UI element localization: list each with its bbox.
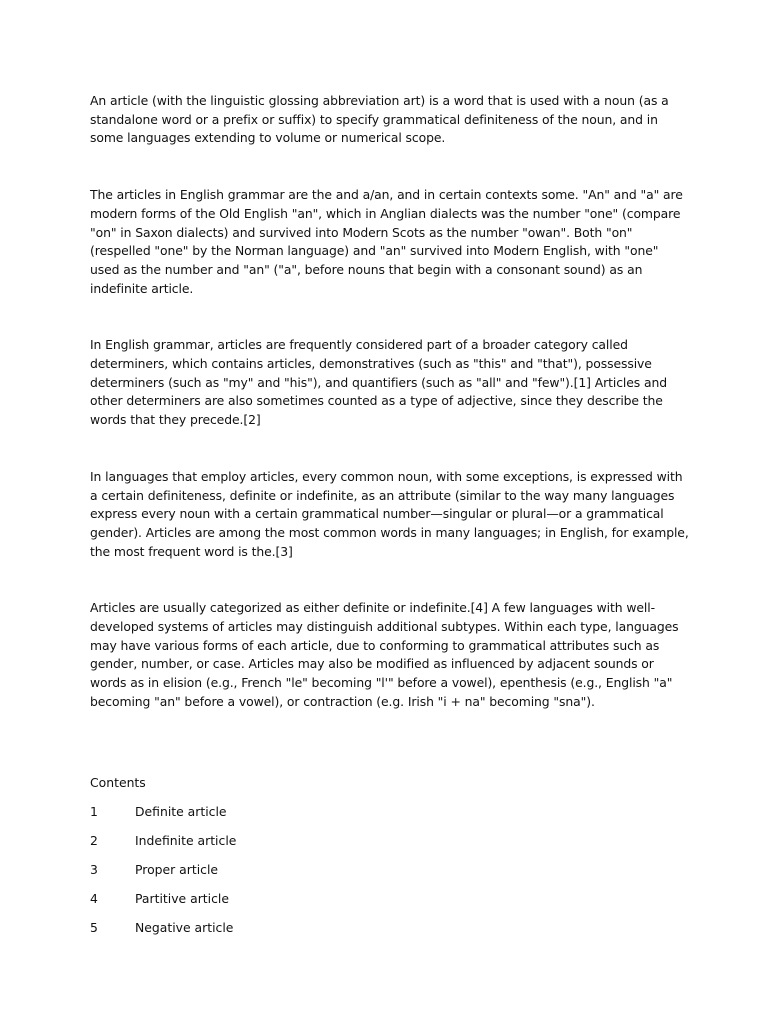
toc-item-number: 4 <box>90 890 98 906</box>
toc-item-number: 2 <box>90 832 98 848</box>
toc-item-number: 1 <box>90 803 98 819</box>
toc-item-label: Indefinite article <box>135 832 237 848</box>
toc-item[interactable] <box>90 832 690 850</box>
toc-item[interactable] <box>90 919 690 937</box>
paragraph-intro: An article (with the linguistic glossing abbreviation art) is a word that is used with a noun (as a standalone word or a prefix or suffix) to specify grammatical definiteness of the noun, and in some languages extending to volume or numerical scope. <box>90 93 669 146</box>
toc-item-number: 3 <box>90 861 98 877</box>
toc-item[interactable] <box>90 861 690 879</box>
toc-item-label: Partitive article <box>135 890 229 906</box>
document-page <box>90 92 690 948</box>
toc-item[interactable] <box>90 803 690 821</box>
toc-item-label: Negative article <box>135 919 234 935</box>
paragraph-definiteness: In languages that employ articles, every common noun, with some exceptions, is expressed with a certain definiteness, definite or indefinite, as an attribute (similar to the way many languages express every noun with a certain grammatical number—singular or plural—or a grammatical gender). Articles are among the most common words in many languages; in English, for example, the most frequent word is the.[3] <box>90 468 689 559</box>
paragraph-categories: Articles are usually categorized as either definite or indefinite.[4] A few languages with well-developed systems of articles may distinguish additional subtypes. Within each type, languages may have various forms of each article, due to conforming to grammatical attributes such as gender, number, or case. Articles may also be modified as influenced by adjacent sounds or words as in elision (e.g., French "le" becoming "l'" before a vowel), epenthesis (e.g., English "a" becoming "an" before a vowel), or contraction (e.g. Irish "i + na" becoming "sna"). <box>90 600 679 709</box>
toc-item-number: 5 <box>90 919 98 935</box>
contents-title: Contents <box>90 774 146 790</box>
table-of-contents <box>90 774 690 937</box>
toc-item[interactable] <box>90 890 690 908</box>
paragraph-english-articles: The articles in English grammar are the and a/an, and in certain contexts some. "An" and "a" are modern forms of the Old English "an", which in Anglian dialects was the number "one" (compare "on" in Saxon dialects) and survived into Modern Scots as the number "owan". Both "on" (respelled "one" by the Norman language) and "an" survived into Modern English, with "one" used as the number and "an" ("a", before nouns that begin with a consonant sound) as an indefinite article. <box>90 187 683 296</box>
toc-item-label: Definite article <box>135 803 227 819</box>
toc-item-label: Proper article <box>135 861 219 877</box>
paragraph-determiners: In English grammar, articles are frequently considered part of a broader category called determiners, which contains articles, demonstratives (such as "this" and "that"), possessive determiners (such as "my" and "his"), and quantifiers (such as "all" and "few").[1] Articles and other determiners are also sometimes counted as a type of adjective, since they describe the words that they precede.[2] <box>90 337 667 428</box>
